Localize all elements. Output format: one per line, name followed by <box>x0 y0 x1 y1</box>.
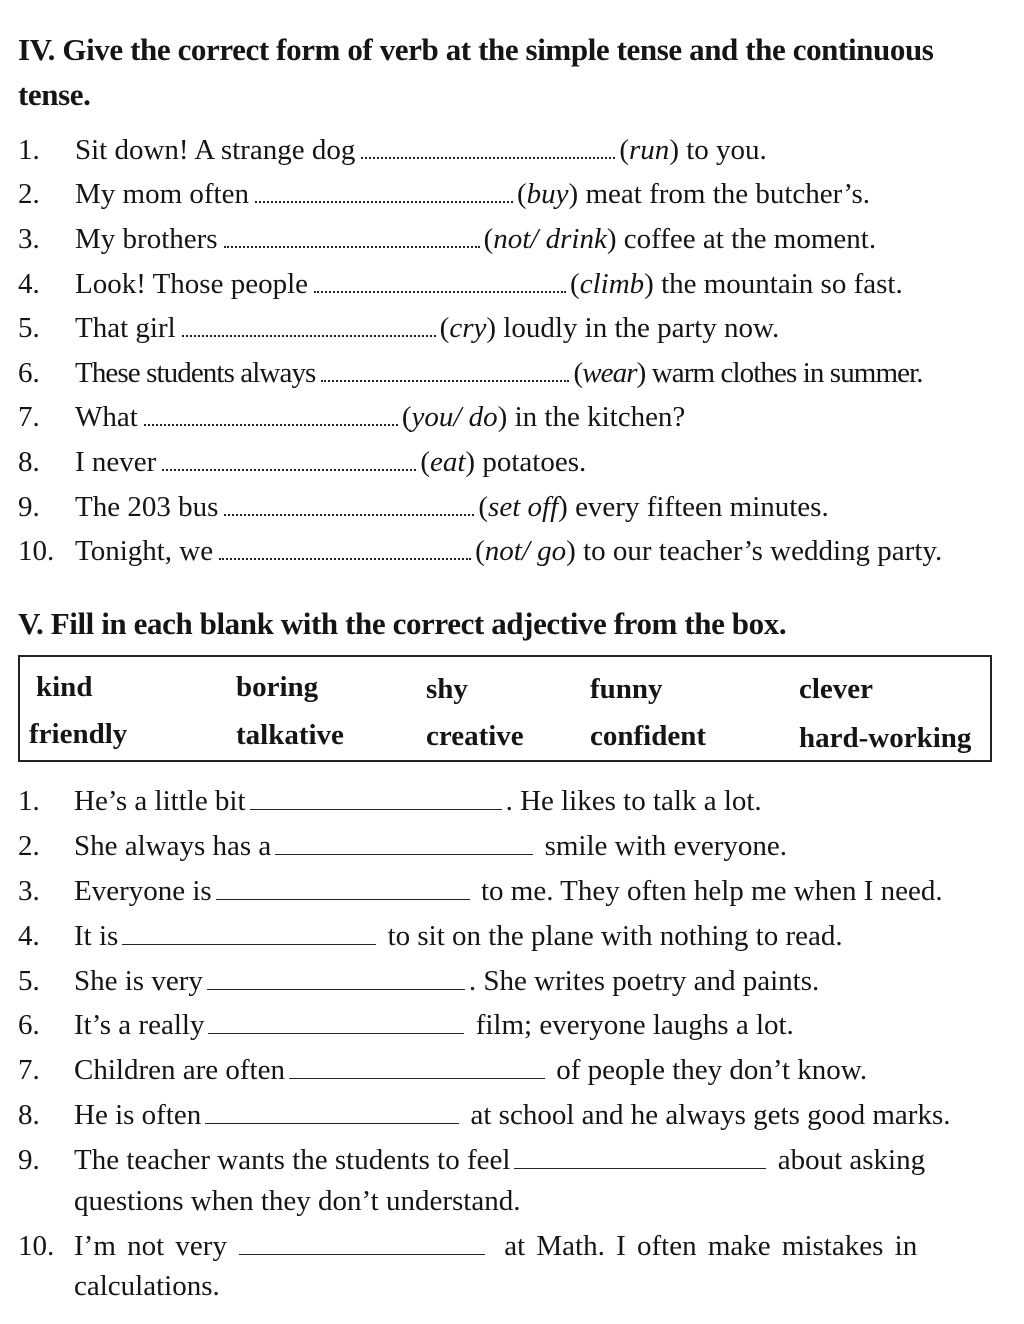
exercise-5-item <box>18 826 998 866</box>
item-number: 2. <box>18 830 40 862</box>
item-text-after: coffee at the moment. <box>616 223 877 255</box>
dotted-blank[interactable] <box>314 290 566 293</box>
item-number: 6. <box>18 357 40 389</box>
answer-blank[interactable] <box>289 1077 545 1079</box>
exercise-4-item: 5. That girl (cry) loudly in the party now. <box>18 308 998 348</box>
verb-hint: not/ go <box>484 535 567 567</box>
box-word: funny <box>590 673 663 705</box>
exercise-5-item <box>18 1095 998 1135</box>
item-number: 4. <box>18 920 40 952</box>
item-number: 1. <box>18 785 40 817</box>
item-text-after: at Math. I often make mistakes in <box>492 1230 918 1262</box>
item-text-after: of people they don’t know. <box>548 1054 868 1086</box>
exercise-5-item <box>18 1050 998 1090</box>
item-number: 3. <box>18 223 40 255</box>
box-word: shy <box>426 673 468 705</box>
box-word: confident <box>590 720 706 752</box>
verb-hint: eat <box>429 446 466 478</box>
item-text-before: Look! Those people <box>75 268 309 300</box>
item-number: 5. <box>18 965 40 997</box>
item-text-after: loudly in the party now. <box>496 312 780 344</box>
answer-blank[interactable] <box>514 1167 766 1169</box>
verb-hint: set off <box>488 491 559 523</box>
item-text-before: She is very <box>74 965 203 997</box>
item-text-after: film; everyone laughs a lot. <box>468 1009 794 1041</box>
item-number: 7. <box>18 1054 40 1086</box>
item-text-after: warm clothes in summer. <box>645 357 923 389</box>
box-word: talkative <box>236 719 344 751</box>
box-word: clever <box>799 673 874 705</box>
item-text-after: to sit on the plane with nothing to read. <box>380 920 843 952</box>
exercise-5-item <box>18 1226 998 1266</box>
answer-blank[interactable] <box>250 808 502 810</box>
item-number: 1. <box>18 134 40 166</box>
exercise-4-item: 7. What (you/ do) in the kitchen? <box>18 397 998 437</box>
item-number: 9. <box>18 1144 40 1176</box>
item-text-before: The teacher wants the students to feel <box>74 1144 511 1176</box>
item-number: 8. <box>18 1099 40 1131</box>
exercise-4-item: 10. Tonight, we (not/ go) to our teacher’s wedding party. <box>18 531 998 571</box>
item-text-after: smile with everyone. <box>537 830 787 862</box>
item-text-after: to me. They often help me when I need. <box>473 875 943 907</box>
verb-hint: buy <box>526 178 569 210</box>
answer-blank[interactable] <box>205 1122 459 1124</box>
answer-blank[interactable] <box>207 988 465 990</box>
box-word: hard-working <box>799 722 972 754</box>
exercise-5-item <box>18 1005 998 1045</box>
item-number: 9. <box>18 491 40 523</box>
item-text-before: What <box>75 401 138 433</box>
dotted-blank[interactable] <box>219 557 471 560</box>
dotted-blank[interactable] <box>224 513 474 516</box>
answer-blank[interactable] <box>239 1253 485 1255</box>
item-text-continued: questions when they don’t understand. <box>74 1185 521 1217</box>
exercise-4-item: 4. Look! Those people (climb) the mountain so fast. <box>18 264 998 304</box>
section-5-title: V. Fill in each blank with the correct adjective from the box. <box>18 606 787 641</box>
item-text-before: My brothers <box>75 223 218 255</box>
section-4-title-line2: tense. <box>18 77 91 112</box>
exercise-5-item <box>18 916 998 956</box>
item-text-before: I never <box>75 446 157 478</box>
item-number: 2. <box>18 178 40 210</box>
exercise-4-item: 8. I never (eat) potatoes. <box>18 442 998 482</box>
item-number: 5. <box>18 312 40 344</box>
adjective-word-box <box>18 655 992 762</box>
item-number: 4. <box>18 268 40 300</box>
item-text-before: Children are often <box>74 1054 285 1086</box>
exercise-4-item: 9. The 203 bus (set off) every fifteen minutes. <box>18 487 998 527</box>
item-text-before: It’s a really <box>74 1009 205 1041</box>
item-text-after: in the kitchen? <box>507 401 686 433</box>
dotted-blank[interactable] <box>182 334 436 337</box>
item-text-before: Sit down! A strange dog <box>75 134 356 166</box>
verb-hint: not/ drink <box>493 223 607 255</box>
item-text-after: meat from the butcher’s. <box>578 178 871 210</box>
item-number: 7. <box>18 401 40 433</box>
exercise-4-item: 6. These students always (wear) warm clothes in summer. <box>18 353 998 393</box>
item-text-before: The 203 bus <box>75 491 219 523</box>
box-word: friendly <box>29 718 128 750</box>
box-word: boring <box>236 671 319 703</box>
verb-hint: cry <box>449 312 487 344</box>
item-text-before: These students always <box>75 357 316 389</box>
verb-hint: run <box>629 134 670 166</box>
exercise-5-item-continuation <box>18 1181 998 1221</box>
item-text-after: every fifteen minutes. <box>567 491 829 523</box>
item-text-after: . She writes poetry and paints. <box>468 965 820 997</box>
item-text-after: to our teacher’s wedding party. <box>575 535 943 567</box>
exercise-5-item-continuation <box>18 1266 998 1306</box>
exercise-4-item: 3. My brothers (not/ drink) coffee at the moment. <box>18 219 998 259</box>
answer-blank[interactable] <box>122 943 376 945</box>
item-text-before: Tonight, we <box>75 535 214 567</box>
section-4-title-line1: IV. Give the correct form of verb at the simple tense and the continuous <box>18 32 934 67</box>
box-word: kind <box>36 671 93 703</box>
exercise-5-item <box>18 871 998 911</box>
item-text-after: potatoes. <box>475 446 587 478</box>
item-text-before: It is <box>74 920 119 952</box>
item-number: 10. <box>18 1230 55 1262</box>
item-text-after: the mountain so fast. <box>653 268 903 300</box>
section-4-title <box>18 29 1008 116</box>
dotted-blank[interactable] <box>321 379 569 382</box>
item-number: 3. <box>18 875 40 907</box>
item-text-before: She always has a <box>74 830 272 862</box>
answer-blank[interactable] <box>216 898 470 900</box>
exercise-5-item <box>18 961 998 1001</box>
box-word: creative <box>426 720 524 752</box>
item-text-after: at school and he always gets good marks. <box>463 1099 951 1131</box>
dotted-blank[interactable] <box>224 245 480 248</box>
item-text-before: That girl <box>75 312 176 344</box>
answer-blank[interactable] <box>208 1032 464 1034</box>
verb-hint: climb <box>579 268 645 300</box>
item-text-before: I’m not very <box>74 1230 227 1262</box>
exercise-4-item: 1. Sit down! A strange dog (run) to you. <box>18 130 998 170</box>
dotted-blank[interactable] <box>361 156 615 159</box>
item-text-before: He’s a little bit <box>74 785 246 817</box>
item-number: 8. <box>18 446 40 478</box>
dotted-blank[interactable] <box>144 423 398 426</box>
item-number: 6. <box>18 1009 40 1041</box>
exercise-5-item <box>18 781 998 821</box>
dotted-blank[interactable] <box>255 200 513 203</box>
item-text-continued: calculations. <box>74 1270 220 1302</box>
item-text-before: My mom often <box>75 178 249 210</box>
item-number: 10. <box>18 535 55 567</box>
item-text-after: to you. <box>678 134 767 166</box>
verb-hint: you/ do <box>411 401 498 433</box>
verb-hint: wear <box>582 357 637 389</box>
item-text-after: . He likes to talk a lot. <box>505 785 762 817</box>
item-text-before: He is often <box>74 1099 202 1131</box>
exercise-4-item: 2. My mom often (buy) meat from the butcher’s. <box>18 174 998 214</box>
dotted-blank[interactable] <box>162 468 416 471</box>
answer-blank[interactable] <box>275 853 533 855</box>
item-text-after: about asking <box>770 1144 926 1176</box>
exercise-5-item <box>18 1140 998 1180</box>
item-text-before: Everyone is <box>74 875 212 907</box>
